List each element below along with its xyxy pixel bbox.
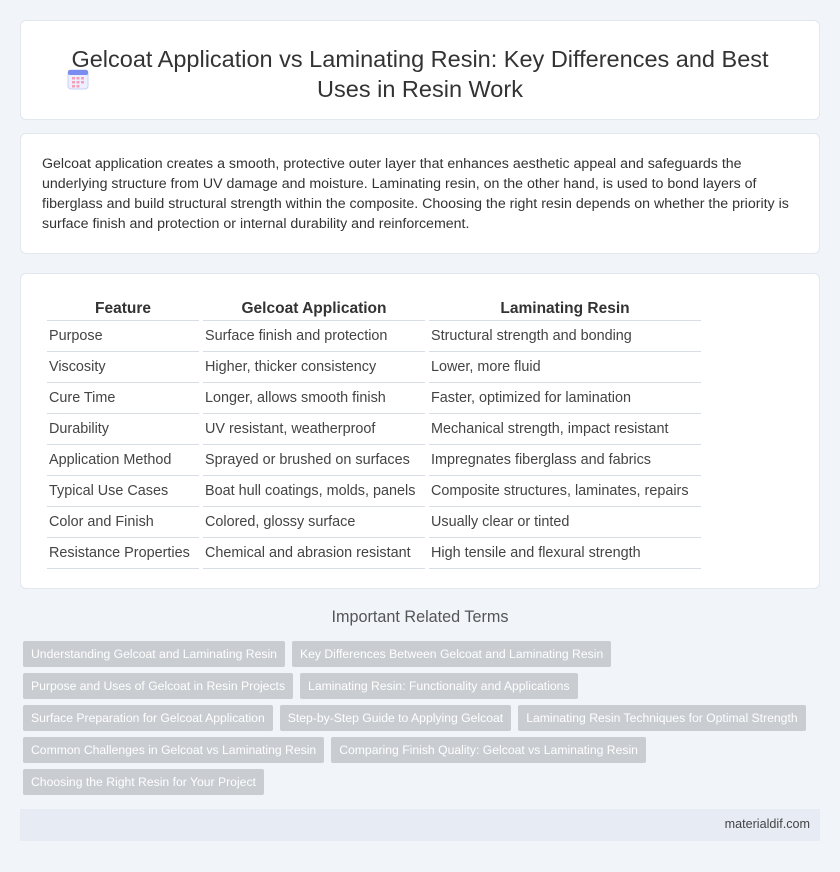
- feature-cell: Application Method: [47, 445, 199, 476]
- related-term-tag[interactable]: Step-by-Step Guide to Applying Gelcoat: [280, 705, 511, 731]
- tag-row: [23, 705, 813, 731]
- related-term-tag[interactable]: Comparing Finish Quality: Gelcoat vs Laminating Resin: [331, 737, 646, 763]
- tag-row: [23, 769, 813, 795]
- related-term-tag[interactable]: Surface Preparation for Gelcoat Application: [23, 705, 273, 731]
- comparison-card: [20, 273, 820, 589]
- intro-paragraph: Gelcoat application creates a smooth, protective outer layer that enhances aesthetic appeal and safeguards the underlying structure from UV damage and moisture. Laminating resin, on the other hand, is used to bond layers of fiberglass and build structural strength within the composite. Choosing the right resin depends on whether the priority is surface finish and protection or internal durability and reinforcement.: [42, 156, 789, 232]
- page-title-line-2: Uses in Resin Work: [317, 76, 523, 102]
- feature-cell: Viscosity: [47, 352, 199, 383]
- table-row: [47, 507, 701, 538]
- related-terms-list: [23, 641, 813, 801]
- related-term-tag[interactable]: Key Differences Between Gelcoat and Laminating Resin: [292, 641, 611, 667]
- gelcoat-cell: Surface finish and protection: [203, 321, 425, 352]
- related-term-tag[interactable]: Choosing the Right Resin for Your Project: [23, 769, 264, 795]
- header-gelcoat: Gelcoat Application: [203, 295, 425, 321]
- footer: [20, 809, 820, 841]
- related-term-tag[interactable]: Laminating Resin Techniques for Optimal Strength: [518, 705, 805, 731]
- gelcoat-cell: Higher, thicker consistency: [203, 352, 425, 383]
- header-feature: Feature: [47, 295, 199, 321]
- footer-site-link[interactable]: materialdif.com: [724, 817, 810, 831]
- gelcoat-cell: Colored, glossy surface: [203, 507, 425, 538]
- page-title: [21, 44, 819, 104]
- related-term-tag[interactable]: Laminating Resin: Functionality and Applications: [300, 673, 578, 699]
- table-row: [47, 414, 701, 445]
- related-term-tag[interactable]: Common Challenges in Gelcoat vs Laminating Resin: [23, 737, 324, 763]
- title-card: [20, 20, 820, 120]
- related-terms-title: Important Related Terms: [331, 608, 509, 626]
- tag-row: [23, 673, 813, 699]
- feature-cell: Purpose: [47, 321, 199, 352]
- feature-cell: Durability: [47, 414, 199, 445]
- table-row: [47, 538, 701, 569]
- related-term-tag[interactable]: Purpose and Uses of Gelcoat in Resin Projects: [23, 673, 293, 699]
- table-header-row: [47, 295, 701, 321]
- table-row: [47, 383, 701, 414]
- laminating-cell: Structural strength and bonding: [429, 321, 701, 352]
- laminating-cell: Composite structures, laminates, repairs: [429, 476, 701, 507]
- gelcoat-cell: UV resistant, weatherproof: [203, 414, 425, 445]
- gelcoat-cell: Chemical and abrasion resistant: [203, 538, 425, 569]
- tag-row: [23, 641, 813, 667]
- feature-cell: Cure Time: [47, 383, 199, 414]
- laminating-cell: Usually clear or tinted: [429, 507, 701, 538]
- table-row: [47, 352, 701, 383]
- laminating-cell: Faster, optimized for lamination: [429, 383, 701, 414]
- laminating-cell: Mechanical strength, impact resistant: [429, 414, 701, 445]
- table-row: [47, 445, 701, 476]
- feature-cell: Resistance Properties: [47, 538, 199, 569]
- comparison-table: [43, 295, 705, 569]
- laminating-cell: High tensile and flexural strength: [429, 538, 701, 569]
- feature-cell: Color and Finish: [47, 507, 199, 538]
- gelcoat-cell: Sprayed or brushed on surfaces: [203, 445, 425, 476]
- laminating-cell: Lower, more fluid: [429, 352, 701, 383]
- tag-row: [23, 737, 813, 763]
- table-row: [47, 321, 701, 352]
- laminating-cell: Impregnates fiberglass and fabrics: [429, 445, 701, 476]
- intro-card: [20, 133, 820, 254]
- gelcoat-cell: Boat hull coatings, molds, panels: [203, 476, 425, 507]
- table-row: [47, 476, 701, 507]
- header-laminating: Laminating Resin: [429, 295, 701, 321]
- feature-cell: Typical Use Cases: [47, 476, 199, 507]
- related-term-tag[interactable]: Understanding Gelcoat and Laminating Resin: [23, 641, 285, 667]
- page-title-line-1: Gelcoat Application vs Laminating Resin: Key Differences and Best: [71, 46, 769, 72]
- gelcoat-cell: Longer, allows smooth finish: [203, 383, 425, 414]
